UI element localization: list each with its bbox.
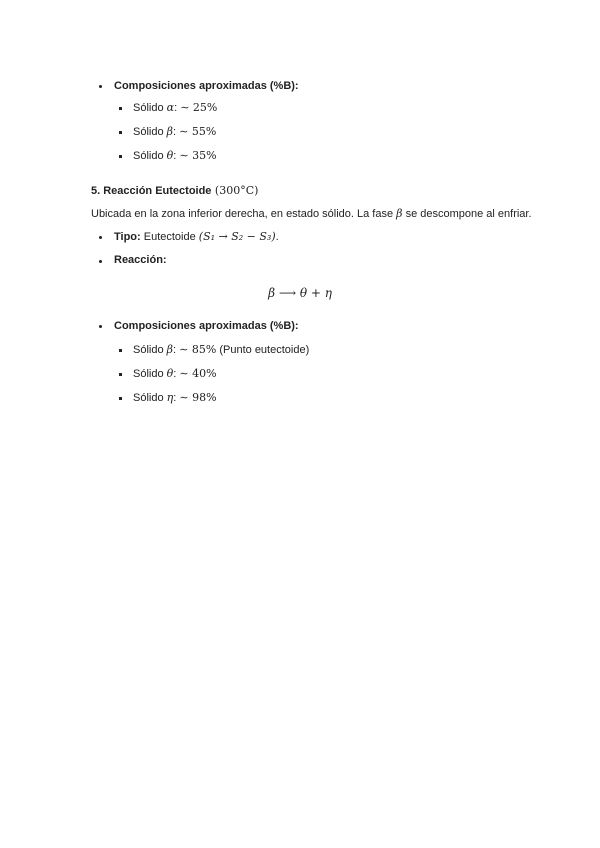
sub-bullet bbox=[119, 397, 122, 400]
section-title bbox=[91, 184, 258, 197]
paren-open: ( bbox=[211, 184, 220, 197]
list-item bbox=[133, 367, 217, 380]
bullet bbox=[99, 260, 102, 263]
composition-heading: Composiciones aproximadas (%B): bbox=[114, 320, 299, 332]
section-description bbox=[91, 207, 532, 220]
list-item bbox=[133, 391, 217, 404]
item-note: (Punto eutectoide) bbox=[216, 344, 310, 356]
list-item bbox=[133, 125, 216, 138]
phase-symbol: η bbox=[166, 391, 174, 404]
item-label: Sólido bbox=[133, 126, 167, 138]
item-value: 35% bbox=[192, 149, 217, 162]
reaction-equation: β ⟶ θ + η bbox=[268, 286, 332, 300]
phase-symbol: θ bbox=[166, 149, 174, 162]
sub-bullet bbox=[119, 349, 122, 352]
item-value: 55% bbox=[191, 125, 217, 138]
desc-text: Ubicada en la zona inferior derecha, en estado sólido. La fase bbox=[91, 208, 397, 220]
item-value: 25% bbox=[192, 101, 218, 114]
phase-symbol: β bbox=[396, 207, 403, 220]
sub-bullet bbox=[119, 107, 122, 110]
composition-heading: Composiciones aproximadas (%B): bbox=[114, 80, 299, 92]
sub-bullet bbox=[119, 131, 122, 134]
separator: : bbox=[173, 150, 180, 162]
tilde: ∼ bbox=[179, 149, 193, 162]
bullet bbox=[99, 236, 102, 239]
tilde: ∼ bbox=[179, 391, 193, 404]
tipo-text: Eutectoide bbox=[140, 231, 199, 243]
phase-symbol: β bbox=[166, 125, 173, 138]
phase-symbol: θ bbox=[166, 367, 174, 380]
item-label: Sólido bbox=[133, 150, 167, 162]
item-label: Sólido bbox=[133, 368, 167, 380]
tilde: ∼ bbox=[179, 367, 193, 380]
reaccion-label: Reacción: bbox=[114, 254, 167, 266]
item-label: Sólido bbox=[133, 344, 167, 356]
separator: : bbox=[174, 102, 181, 114]
period: . bbox=[275, 231, 279, 243]
tilde: ∼ bbox=[179, 343, 192, 356]
paren-close: ) bbox=[254, 184, 259, 197]
temperature: 300°C bbox=[219, 184, 255, 197]
bullet bbox=[99, 325, 102, 328]
tipo-line bbox=[114, 230, 279, 243]
tilde: ∼ bbox=[179, 125, 192, 138]
separator: : bbox=[173, 126, 180, 138]
bullet bbox=[99, 85, 102, 88]
list-item bbox=[133, 343, 309, 356]
phase-symbol: α bbox=[166, 101, 175, 114]
tipo-label: Tipo: bbox=[114, 231, 141, 243]
item-label: Sólido bbox=[133, 102, 167, 114]
separator: : bbox=[173, 392, 180, 404]
list-item bbox=[133, 101, 217, 114]
tipo-math: (S₁ → S₂ − S₃) bbox=[198, 230, 276, 243]
desc-text: se descompone al enfriar. bbox=[402, 208, 532, 220]
item-value: 98% bbox=[192, 391, 217, 404]
item-value: 40% bbox=[192, 367, 217, 380]
sub-bullet bbox=[119, 155, 122, 158]
item-label: Sólido bbox=[133, 392, 167, 404]
sub-bullet bbox=[119, 373, 122, 376]
separator: : bbox=[173, 344, 180, 356]
item-value: 85% bbox=[191, 343, 217, 356]
phase-symbol: β bbox=[166, 343, 173, 356]
tilde: ∼ bbox=[180, 101, 193, 114]
separator: : bbox=[173, 368, 180, 380]
section-title-text: 5. Reacción Eutectoide bbox=[91, 185, 212, 197]
list-item bbox=[133, 149, 217, 162]
